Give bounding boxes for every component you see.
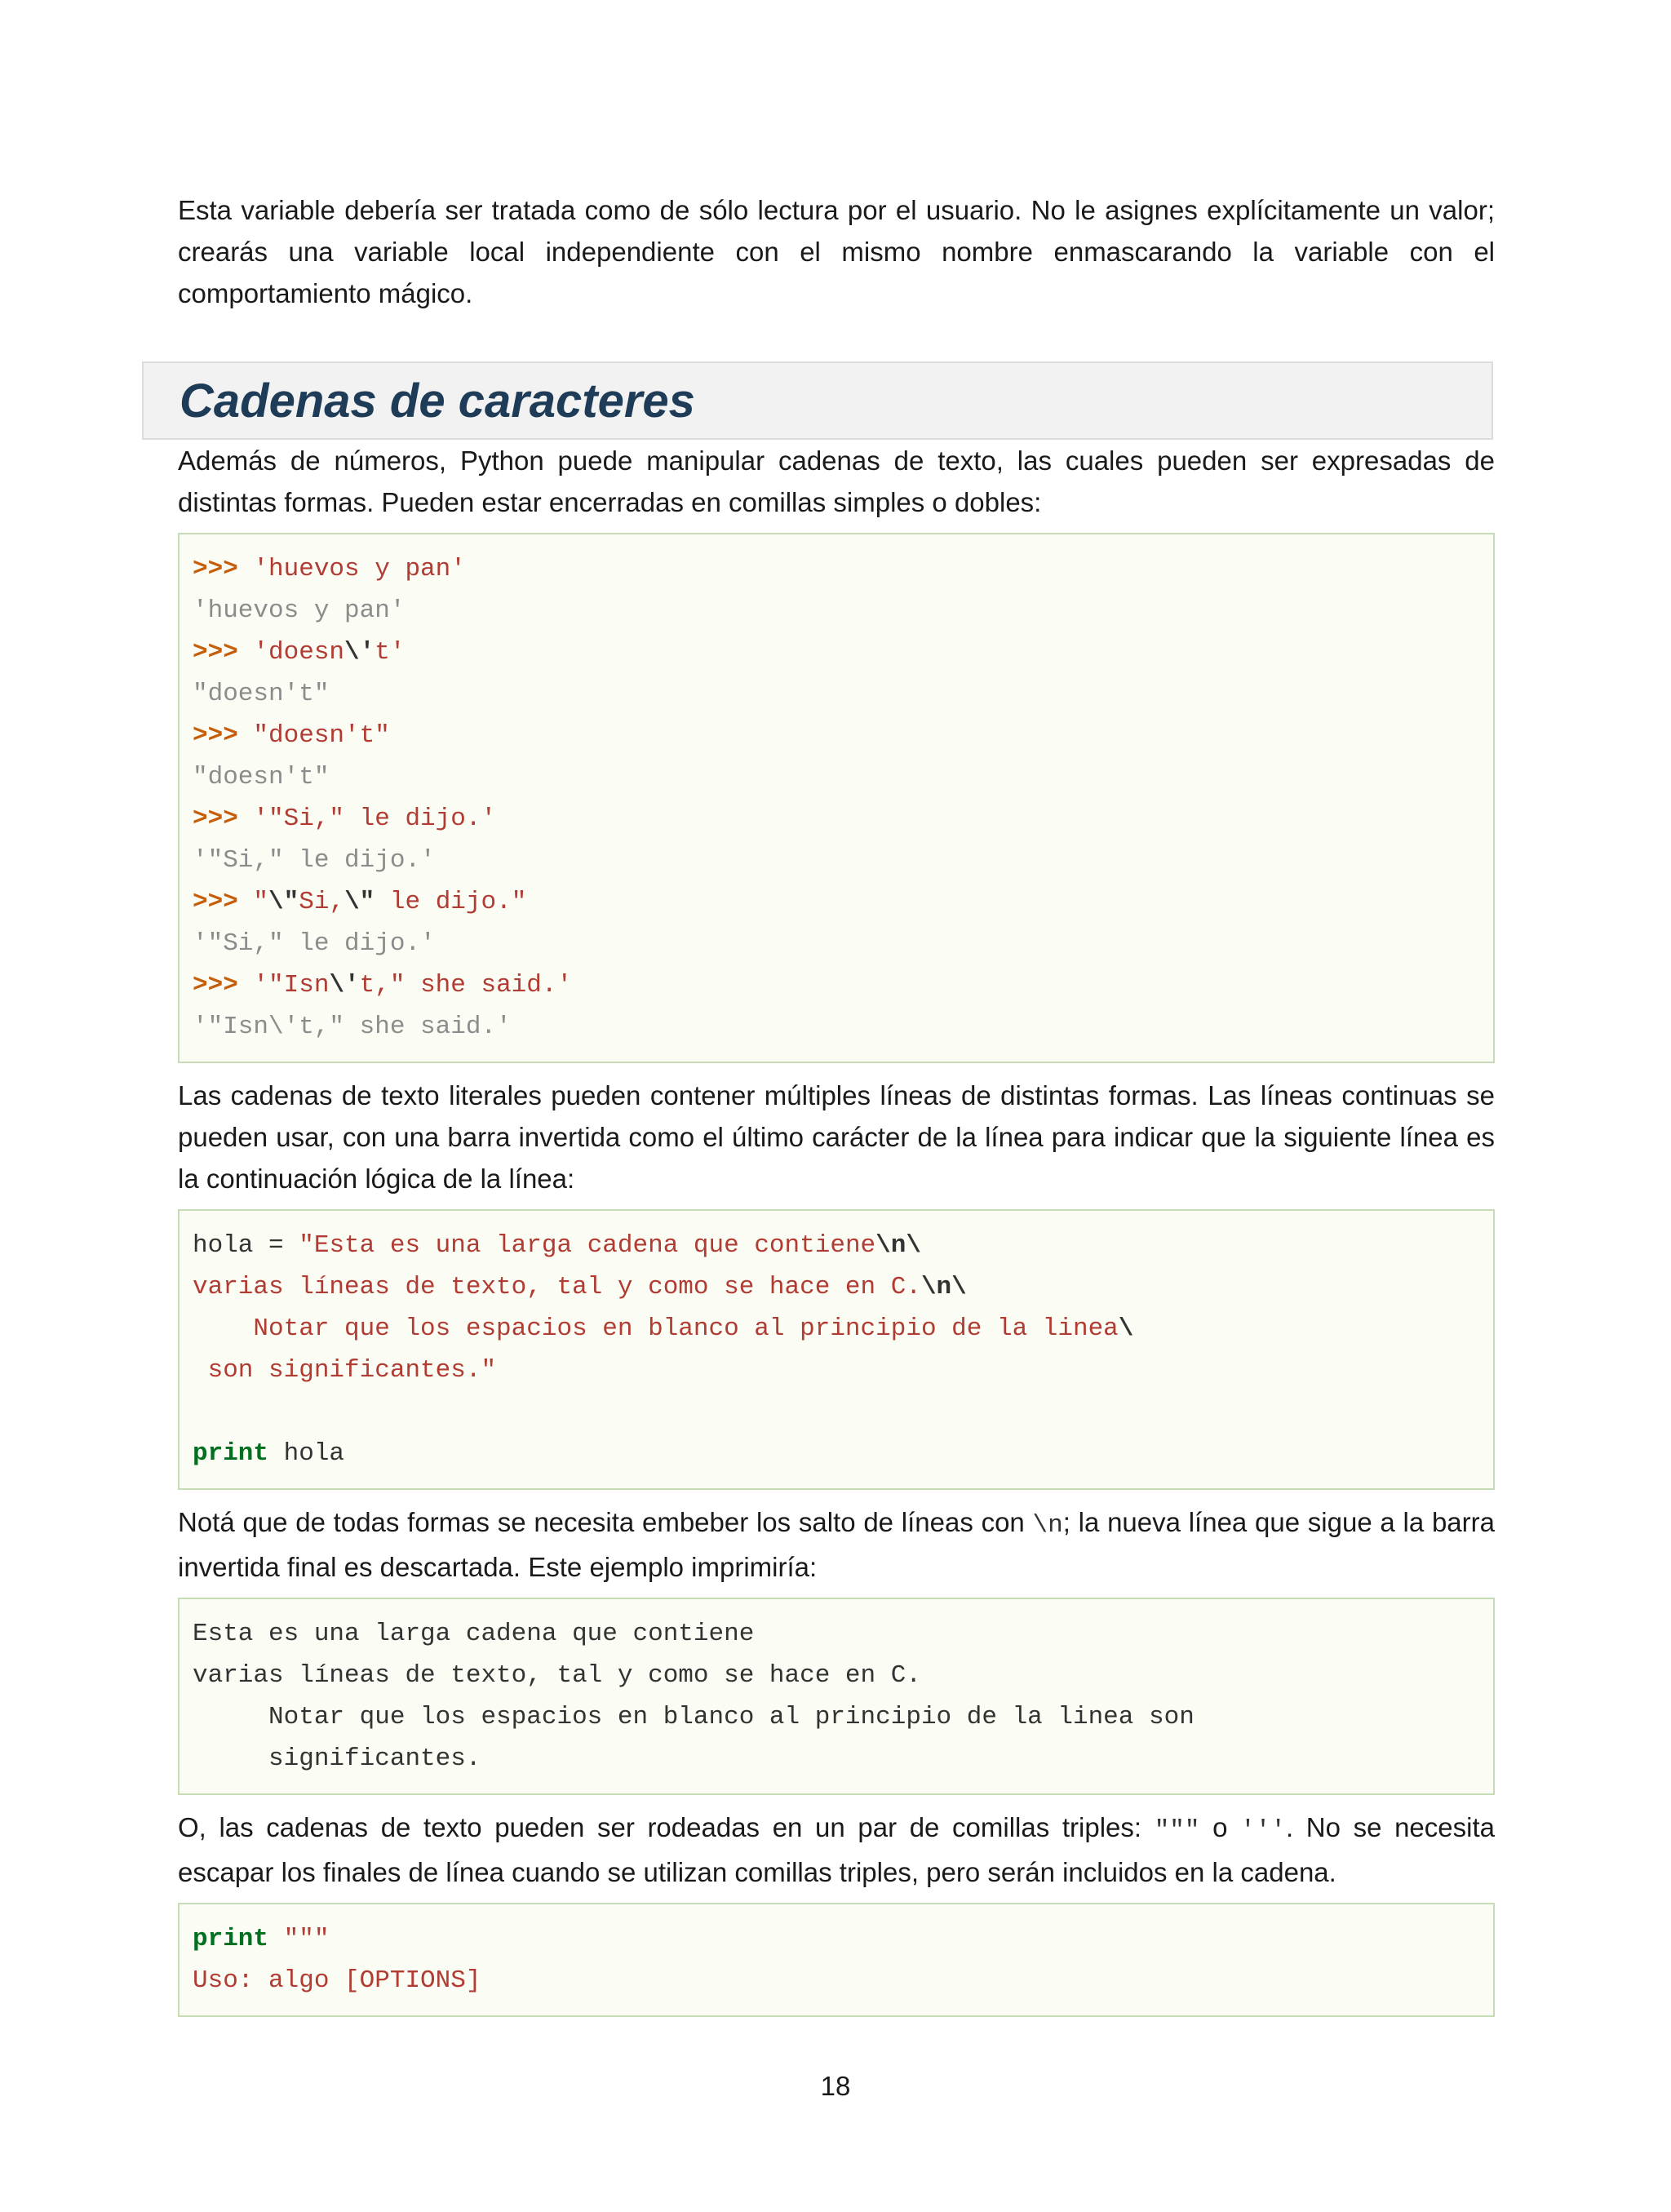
section-heading-box xyxy=(142,361,1493,440)
code-line xyxy=(193,1225,1480,1266)
code-keyword: print xyxy=(193,1925,269,1953)
code-keyword: print xyxy=(193,1439,269,1468)
code-output: '"Si," le dijo.' xyxy=(193,929,436,958)
code-string: '"Si," le dijo.' xyxy=(253,805,497,833)
code-block-multiline xyxy=(178,1209,1495,1490)
multiline-paragraph: Las cadenas de texto literales pueden contener múltiples líneas de distintas formas. Las líneas continuas se pueden usar, con una barra invertida como el último carácter de la línea para indicar que la siguiente línea es la continuación lógica de la línea: xyxy=(178,1080,1495,1194)
code-string: """ xyxy=(268,1925,330,1953)
code-string: 'doesn xyxy=(253,638,345,667)
code-escape: \' xyxy=(329,971,360,1000)
code-output: 'huevos y pan' xyxy=(193,596,406,625)
code-line xyxy=(193,1433,1480,1474)
prompt: >>> xyxy=(193,638,238,667)
output-line: significantes. xyxy=(193,1744,481,1773)
code-variable: hola xyxy=(268,1439,345,1468)
triple-quote-paragraph xyxy=(178,1806,1495,1893)
code-string: Si, xyxy=(299,888,345,916)
page-number: 18 xyxy=(820,2071,851,2101)
code-line xyxy=(193,798,1480,840)
code-line xyxy=(193,964,1480,1006)
code-escape: \" xyxy=(344,888,375,916)
code-escape: \' xyxy=(344,638,375,667)
code-variable: hola = xyxy=(193,1231,299,1260)
output-line: Esta es una larga cadena que contiene xyxy=(193,1620,755,1648)
note-paragraph xyxy=(178,1501,1495,1588)
intro-paragraph: Esta variable debería ser tratada como de sólo lectura por el usuario. No le asignes explícitamente un valor; crearás una variable local independiente con el mismo nombre enmascarando la variable con el comportamiento mágico. xyxy=(178,195,1495,308)
code-string: Notar que los espacios en blanco al principio de la linea xyxy=(193,1314,1119,1343)
code-line xyxy=(193,1308,1480,1350)
code-line xyxy=(193,632,1480,673)
code-block-triple xyxy=(178,1903,1495,2017)
code-block-output xyxy=(178,1598,1495,1795)
code-output: '"Si," le dijo.' xyxy=(193,846,436,875)
code-line xyxy=(193,1918,1480,1960)
code-line xyxy=(193,881,1480,923)
code-string: varias líneas de texto, tal y como se hace en C. xyxy=(193,1273,921,1301)
code-escape: \n\ xyxy=(920,1273,967,1301)
prompt: >>> xyxy=(193,721,238,750)
code-string: "doesn't" xyxy=(253,721,390,750)
code-output: '"Isn\'t," she said.' xyxy=(193,1013,512,1041)
code-output: "doesn't" xyxy=(193,680,330,708)
code-output: "doesn't" xyxy=(193,763,330,791)
strings-paragraph: Además de números, Python puede manipular cadenas de texto, las cuales pueden ser expresadas de distintas formas. Pueden estar encerradas en comillas simples o dobles: xyxy=(178,446,1495,517)
note-text: Notá que de todas formas se necesita embeber los salto de líneas con xyxy=(178,1507,1033,1537)
code-line xyxy=(193,715,1480,756)
code-string: '"Isn xyxy=(253,971,330,1000)
output-line: Notar que los espacios en blanco al principio de la linea son xyxy=(193,1703,1195,1731)
code-string: 'huevos y pan' xyxy=(253,555,466,583)
document-page xyxy=(178,189,1495,2028)
prompt: >>> xyxy=(193,805,238,833)
triple-text: O, las cadenas de texto pueden ser rodeadas en un par de comillas triples: xyxy=(178,1812,1155,1842)
code-line: son significantes." xyxy=(193,1356,497,1385)
code-string: t' xyxy=(375,638,406,667)
code-line xyxy=(193,1266,1480,1308)
code-line: Uso: algo [OPTIONS] xyxy=(193,1966,481,1995)
prompt: >>> xyxy=(193,971,238,1000)
prompt: >>> xyxy=(193,555,238,583)
inline-code: ''' xyxy=(1240,1816,1286,1845)
inline-code: \n xyxy=(1032,1511,1063,1540)
code-string: " xyxy=(253,888,269,916)
code-string: le dijo." xyxy=(375,888,527,916)
output-line: varias líneas de texto, tal y como se hace en C. xyxy=(193,1661,921,1690)
triple-text: . No se necesita escapar los finales de línea cuando se utilizan comillas triples, pero serán incluidos en la cadena. xyxy=(178,1812,1495,1887)
code-line xyxy=(193,548,1480,590)
code-string: t," she said.' xyxy=(359,971,573,1000)
code-escape: \ xyxy=(1118,1314,1134,1343)
note-text: ; la nueva línea que sigue a la barra invertida final es descartada. Este ejemplo imprimiría: xyxy=(178,1507,1495,1582)
code-escape: \n\ xyxy=(875,1231,921,1260)
code-blank-line xyxy=(193,1391,1480,1433)
section-heading: Cadenas de caracteres xyxy=(180,374,695,428)
triple-text: o xyxy=(1199,1812,1241,1842)
code-block-quotes xyxy=(178,533,1495,1063)
code-escape: \" xyxy=(268,888,299,916)
code-string: "Esta es una larga cadena que contiene xyxy=(299,1231,876,1260)
prompt: >>> xyxy=(193,888,238,916)
inline-code: """ xyxy=(1154,1816,1200,1845)
